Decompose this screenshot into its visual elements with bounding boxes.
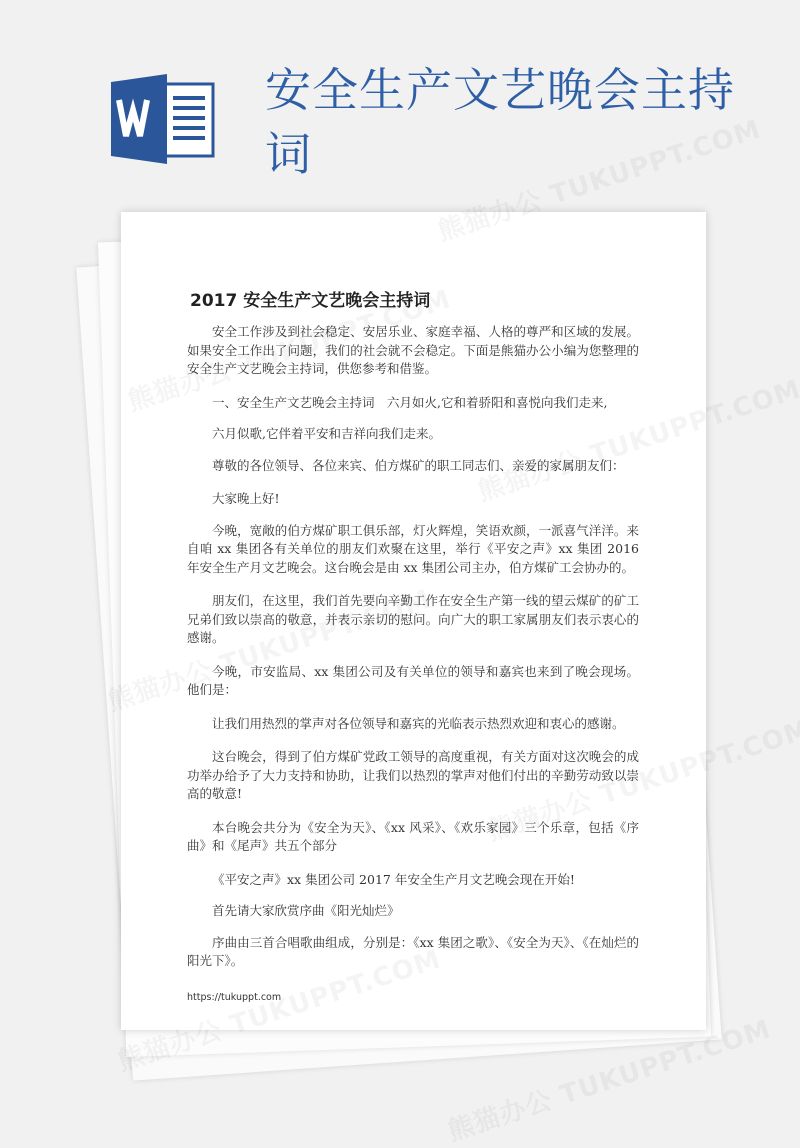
document-title: 2017 安全生产文艺晚会主持词 <box>190 291 431 311</box>
paragraph: 本台晚会共分为《安全为天》、《xx 风采》、《欢乐家园》三个乐章，包括《序曲》和《尾声》共五个部分 <box>187 819 639 853</box>
paragraph: 今晚，市安监局、xx 集团公司及有关单位的领导和嘉宾也来到了晚会现场。他们是： <box>187 663 639 697</box>
paragraph: 大家晚上好! <box>212 491 280 506</box>
word-icon <box>111 74 215 164</box>
document-body <box>187 323 639 986</box>
paragraph: 首先请大家欣赏序曲《阳光灿烂》 <box>212 903 400 918</box>
paragraph: 今晚，宽敞的伯方煤矿职工俱乐部，灯火辉煌，笑语欢颜，一派喜气洋洋。来自咱 xx 集团各有关单位的朋友们欢聚在这里，举行《平安之声》xx 集团 2016 年安全生产月文艺晚会。这台晚会是由 xx 集团公司主办，伯方煤矿工会协办的。 <box>187 522 639 575</box>
paragraph: 一、安全生产文艺晚会主持词 六月如火,它和着骄阳和喜悦向我们走来, <box>212 394 608 410</box>
paragraph: 安全工作涉及到社会稳定、安居乐业、家庭幸福、人格的尊严和区域的发展。如果安全工作出了问题，我们的社会就不会稳定。下面是熊猫办公小编为您整理的安全生产文艺晚会主持词，供您参考和借鉴。 <box>187 324 639 376</box>
paragraph: 这台晚会，得到了伯方煤矿党政工领导的高度重视，有关方面对这次晚会的成功举办给予了大力支持和协助，让我们以热烈的掌声对他们付出的辛勤劳动致以崇高的敬意! <box>187 749 639 801</box>
paragraph: 朋友们，在这里，我们首先要向辛勤工作在安全生产第一线的望云煤矿的矿工兄弟们致以崇高的敬意，并表示亲切的慰问。向广大的职工家属朋友们表示衷心的感谢。 <box>187 593 639 645</box>
document-page <box>121 212 706 1030</box>
paragraph: 序曲由三首合唱歌曲组成，分别是：《xx 集团之歌》、《安全为天》、《在灿烂的阳光下》。 <box>187 934 639 968</box>
footer-url: https://tukuppt.com <box>187 992 282 1003</box>
doc-header-title: 安全生产文艺晚会主持词 <box>265 63 735 181</box>
paragraph: 尊敬的各位领导、各位来宾、伯方煤矿的职工同志们、亲爱的家属朋友们： <box>212 457 625 473</box>
paragraph: 《平安之声》xx 集团公司 2017 年安全生产月文艺晚会现在开始! <box>212 871 575 887</box>
paragraph: 让我们用热烈的掌声对各位领导和嘉宾的光临表示热烈欢迎和衷心的感谢。 <box>212 715 625 731</box>
paragraph: 六月似歌,它伴着平安和吉祥向我们走来。 <box>212 426 441 441</box>
